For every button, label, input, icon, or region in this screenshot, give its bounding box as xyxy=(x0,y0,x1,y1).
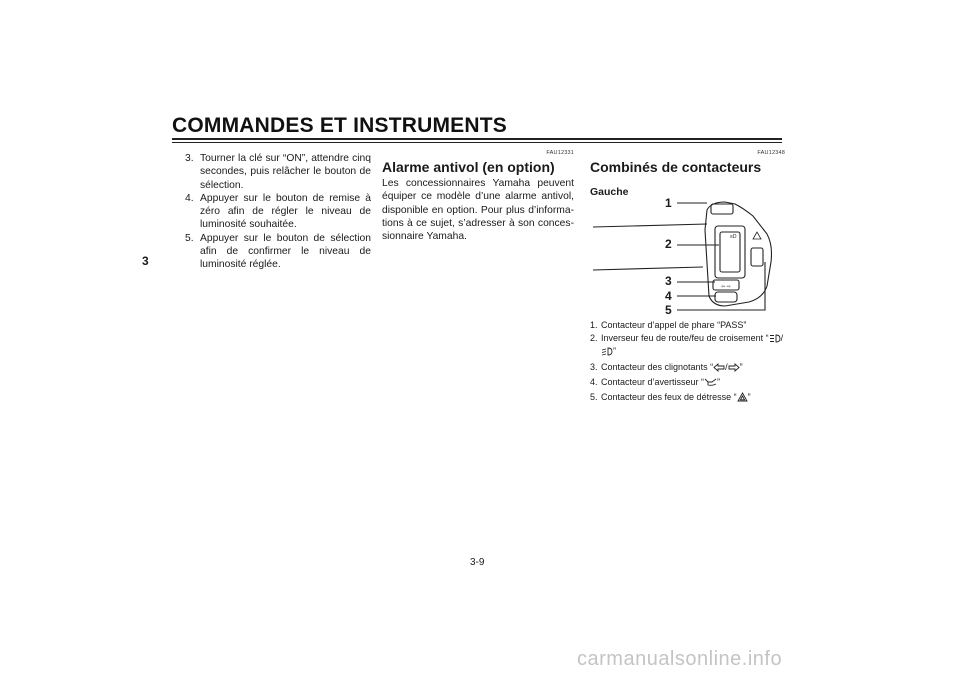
caption-separator: / xyxy=(725,361,728,372)
step-list xyxy=(185,152,371,272)
caption-text: Contacteur d’avertisseur “ xyxy=(601,376,705,387)
section-code: FAU12348 xyxy=(757,150,785,156)
caption-text: Contacteur des feux de détresse “ xyxy=(601,392,737,403)
right-turn-arrow-icon xyxy=(728,363,740,375)
header-rule-thin xyxy=(172,142,782,143)
figure-label-1: 1 xyxy=(665,196,672,210)
caption-text: Contacteur d’appel de phare “PASS” xyxy=(601,320,747,330)
step-number: 5. xyxy=(185,232,194,244)
header-rule-thick xyxy=(172,138,782,140)
caption-text: ” xyxy=(717,376,721,387)
figure-label-5: 5 xyxy=(665,303,672,317)
section-body-alarm: Les concessionnaires Yamaha peuvent équiper ce modèle d’une alarme antivol, disponible en option. Pour plus d’informations à ce sujet, s’adresser à son concessionnaire Yamaha. xyxy=(382,178,574,243)
left-turn-arrow-icon xyxy=(713,363,725,375)
hazard-triangle-icon xyxy=(737,392,748,405)
step-item xyxy=(185,192,371,232)
page-number: 3-9 xyxy=(470,557,485,568)
caption-item xyxy=(590,362,790,375)
figure-captions xyxy=(590,320,790,407)
caption-text: Inverseur feu de route/feu de croisement “ xyxy=(601,333,769,344)
caption-text: ” xyxy=(739,361,743,372)
handlebar-switch-figure xyxy=(585,190,785,325)
caption-number: 2. xyxy=(590,333,598,344)
column-1 xyxy=(185,152,371,272)
step-text: Appuyer sur le bouton de sélection afin de confirmer le niveau de luminosité réglée. xyxy=(200,232,371,271)
caption-number: 4. xyxy=(590,376,598,387)
caption-text: ” xyxy=(747,392,751,403)
figure-label-4: 4 xyxy=(665,289,672,303)
watermark: carmanualsonline.info xyxy=(577,648,783,670)
caption-item xyxy=(590,333,790,359)
caption-text: Contacteur des clignotants “ xyxy=(601,361,714,372)
svg-text:≡D: ≡D xyxy=(730,234,737,240)
caption-number: 3. xyxy=(590,361,598,372)
step-item xyxy=(185,152,371,192)
subheading-left: Gauche xyxy=(590,186,629,198)
page-header-title: COMMANDES ET INSTRUMENTS xyxy=(172,114,507,137)
step-text: Tourner la clé sur “ON”, attendre cinq secondes, puis relâcher le bouton de sélection. xyxy=(200,153,371,191)
step-text: Appuyer sur le bouton de remise à zéro afin de régler le niveau de luminosité souhaitée. xyxy=(200,192,371,231)
caption-text: ” xyxy=(613,346,616,357)
figure-label-2: 2 xyxy=(665,237,672,251)
column-2 xyxy=(382,150,574,243)
figure-label-3: 3 xyxy=(665,274,672,288)
section-code: FAU12331 xyxy=(546,150,574,156)
high-beam-icon xyxy=(769,334,781,346)
caption-number: 5. xyxy=(590,392,598,403)
caption-separator: / xyxy=(780,333,784,344)
handlebar-switch-illustration xyxy=(585,190,785,320)
step-number: 4. xyxy=(185,192,194,204)
caption-number: 1. xyxy=(590,320,598,330)
section-heading-alarm: Alarme antivol (en option) xyxy=(382,159,555,175)
caption-item xyxy=(590,377,790,390)
caption-item xyxy=(590,392,790,405)
svg-text:⇦ ⇨: ⇦ ⇨ xyxy=(721,284,731,290)
chapter-tab: 3 xyxy=(142,254,149,268)
step-item xyxy=(185,232,371,272)
step-number: 3. xyxy=(185,153,194,164)
horn-icon xyxy=(704,378,717,390)
low-beam-icon xyxy=(601,347,613,359)
caption-item xyxy=(590,320,790,331)
section-heading-switches: Combinés de contacteurs xyxy=(590,159,762,175)
